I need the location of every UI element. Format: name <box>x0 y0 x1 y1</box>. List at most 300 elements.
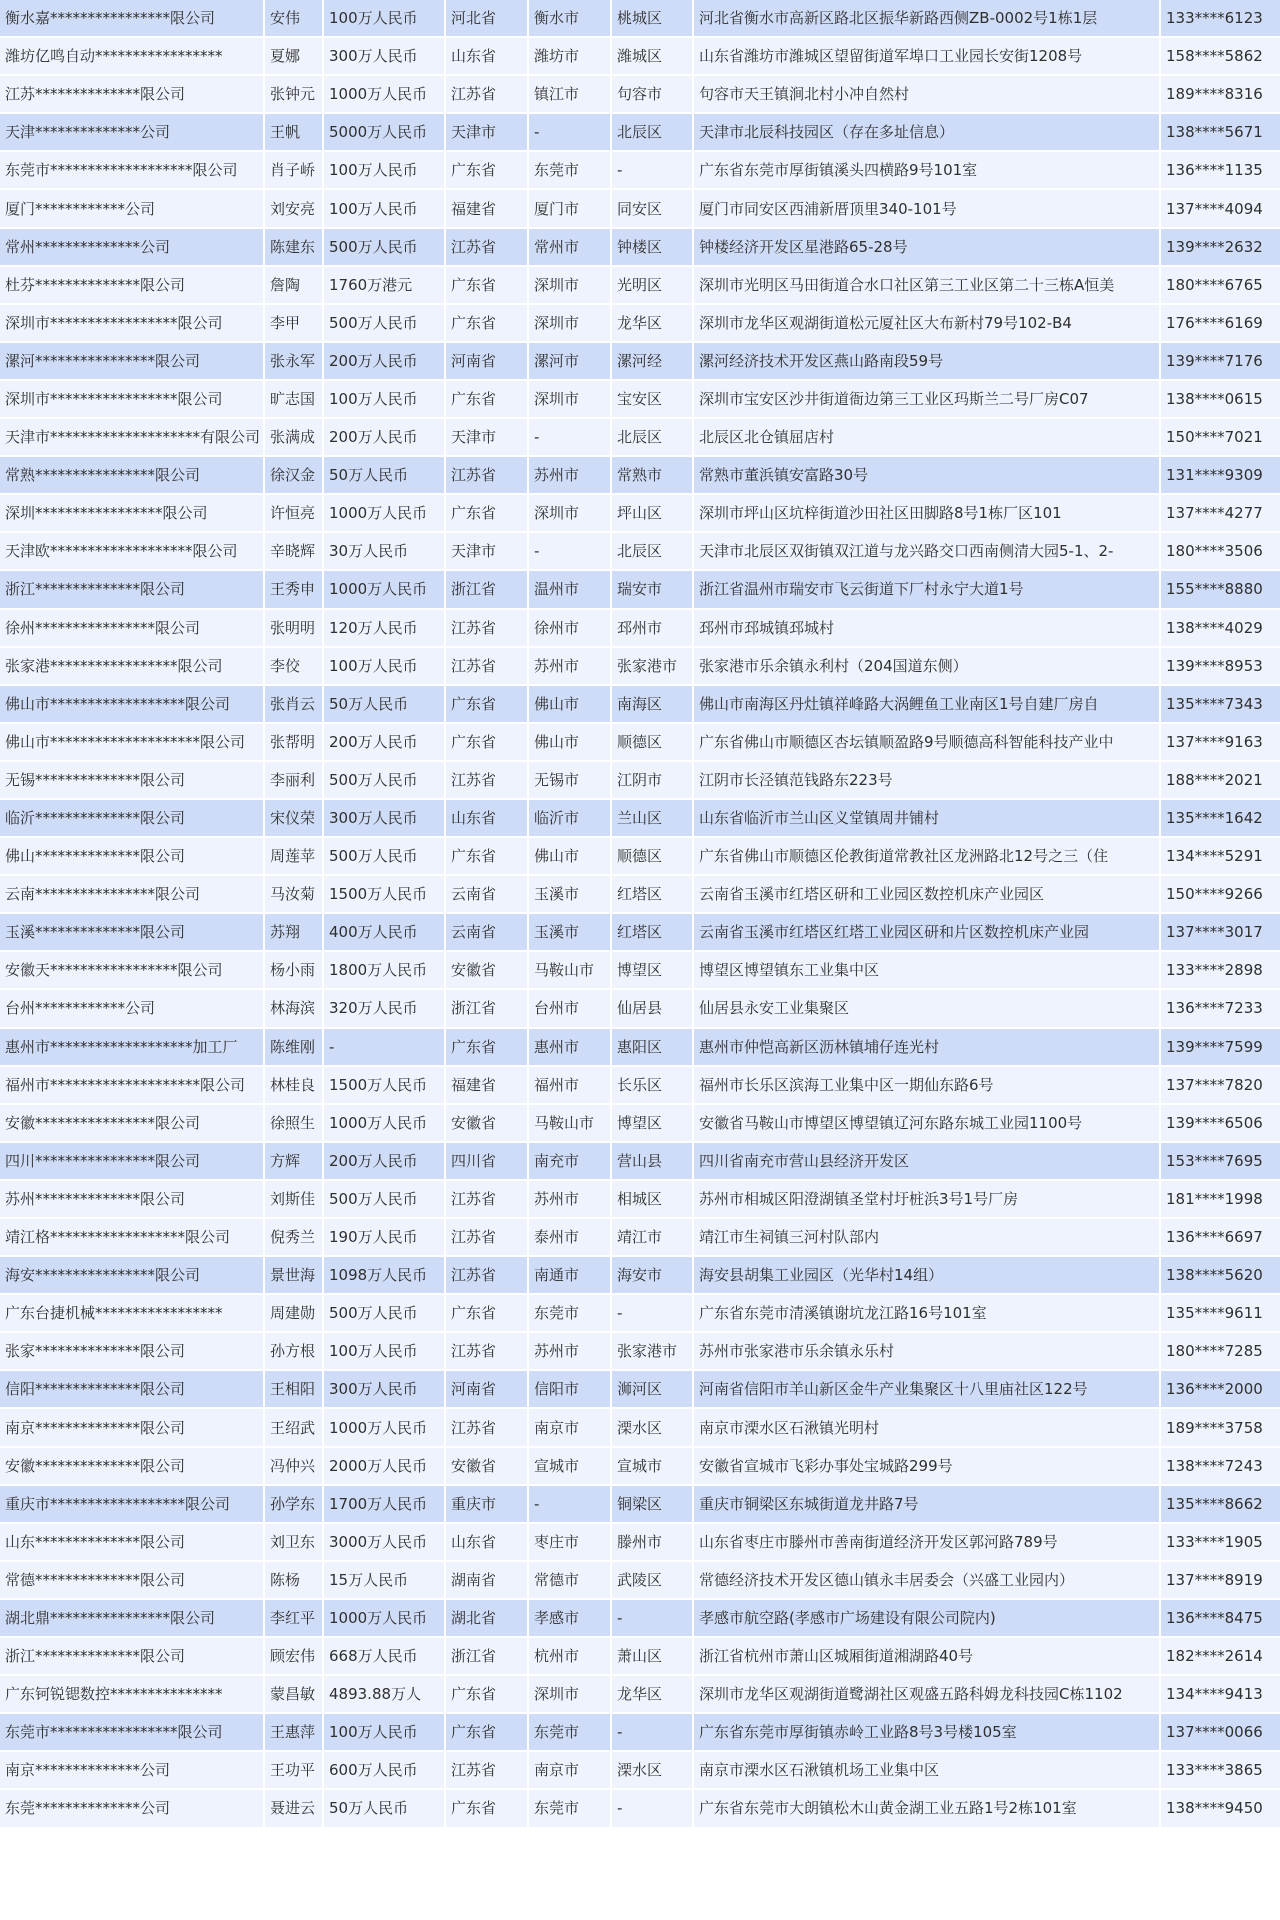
phone-cell: 180****6765 <box>1161 267 1280 303</box>
table-row <box>0 610 1280 646</box>
city-cell: - <box>529 533 610 569</box>
company-name-cell: 临沂**************限公司 <box>0 800 263 836</box>
district-cell: 顺德区 <box>612 838 692 874</box>
contact-cell: 辛晓辉 <box>265 533 322 569</box>
table-row <box>0 571 1280 607</box>
phone-cell: 139****7176 <box>1161 343 1280 379</box>
city-cell: 镇江市 <box>529 76 610 112</box>
capital-cell: 1000万人民币 <box>324 571 444 607</box>
table-row <box>0 229 1280 265</box>
city-cell: 深圳市 <box>529 1676 610 1712</box>
city-cell: 常德市 <box>529 1562 610 1598</box>
capital-cell: 668万人民币 <box>324 1638 444 1674</box>
phone-cell: 181****1998 <box>1161 1181 1280 1217</box>
company-name-cell: 湖北鼎****************限公司 <box>0 1600 263 1636</box>
city-cell: 南充市 <box>529 1143 610 1179</box>
district-cell: 溧水区 <box>612 1752 692 1788</box>
province-cell: 江苏省 <box>446 457 527 493</box>
address-cell: 河南省信阳市羊山新区金牛产业集聚区十八里庙社区122号 <box>694 1371 1159 1407</box>
province-cell: 江苏省 <box>446 1257 527 1293</box>
city-cell: 苏州市 <box>529 648 610 684</box>
company-name-cell: 海安****************限公司 <box>0 1257 263 1293</box>
province-cell: 湖北省 <box>446 1600 527 1636</box>
contact-cell: 徐汉金 <box>265 457 322 493</box>
phone-cell: 189****8316 <box>1161 76 1280 112</box>
district-cell: 北辰区 <box>612 419 692 455</box>
capital-cell: 1700万人民币 <box>324 1486 444 1522</box>
contact-cell: 杨小雨 <box>265 952 322 988</box>
table-row <box>0 495 1280 531</box>
capital-cell: 50万人民币 <box>324 686 444 722</box>
contact-cell: 王绍武 <box>265 1409 322 1445</box>
address-cell: 孝感市航空路(孝感市广场建设有限公司院内) <box>694 1600 1159 1636</box>
capital-cell: 300万人民币 <box>324 1371 444 1407</box>
table-row <box>0 1067 1280 1103</box>
table-row <box>0 952 1280 988</box>
contact-cell: 陈建东 <box>265 229 322 265</box>
contact-cell: 陈杨 <box>265 1562 322 1598</box>
address-cell: 厦门市同安区西浦新厝顶里340-101号 <box>694 190 1159 226</box>
contact-cell: 苏翔 <box>265 914 322 950</box>
phone-cell: 180****3506 <box>1161 533 1280 569</box>
table-row <box>0 1714 1280 1750</box>
district-cell: 句容市 <box>612 76 692 112</box>
address-cell: 博望区博望镇东工业集中区 <box>694 952 1159 988</box>
capital-cell: 100万人民币 <box>324 152 444 188</box>
province-cell: 江苏省 <box>446 610 527 646</box>
company-name-cell: 东莞市*******************限公司 <box>0 152 263 188</box>
capital-cell: 50万人民币 <box>324 1790 444 1826</box>
contact-cell: 聂进云 <box>265 1790 322 1826</box>
district-cell: 光明区 <box>612 267 692 303</box>
district-cell: 宝安区 <box>612 381 692 417</box>
table-row <box>0 724 1280 760</box>
company-name-cell: 常德**************限公司 <box>0 1562 263 1598</box>
province-cell: 江苏省 <box>446 1181 527 1217</box>
phone-cell: 180****7285 <box>1161 1333 1280 1369</box>
address-cell: 深圳市龙华区观湖街道鹭湖社区观盛五路科姆龙科技园C栋1102 <box>694 1676 1159 1712</box>
city-cell: 杭州市 <box>529 1638 610 1674</box>
city-cell: - <box>529 419 610 455</box>
address-cell: 深圳市光明区马田街道合水口社区第三工业区第二十三栋A恒美 <box>694 267 1159 303</box>
address-cell: 广东省佛山市顺德区伦教街道常教社区龙洲路北12号之三（住 <box>694 838 1159 874</box>
phone-cell: 150****9266 <box>1161 876 1280 912</box>
address-cell: 河北省衡水市高新区路北区振华新路西侧ZB-0002号1栋1层 <box>694 0 1159 36</box>
province-cell: 广东省 <box>446 267 527 303</box>
company-name-cell: 无锡**************限公司 <box>0 762 263 798</box>
company-name-cell: 玉溪**************限公司 <box>0 914 263 950</box>
address-cell: 广东省东莞市大朗镇松木山黄金湖工业五路1号2栋101室 <box>694 1790 1159 1826</box>
company-name-cell: 云南****************限公司 <box>0 876 263 912</box>
company-name-cell: 山东**************限公司 <box>0 1524 263 1560</box>
capital-cell: 120万人民币 <box>324 610 444 646</box>
district-cell: 江阴市 <box>612 762 692 798</box>
phone-cell: 133****1905 <box>1161 1524 1280 1560</box>
table-row <box>0 457 1280 493</box>
province-cell: 安徽省 <box>446 1105 527 1141</box>
district-cell: 瑞安市 <box>612 571 692 607</box>
district-cell: 常熟市 <box>612 457 692 493</box>
contact-cell: 许恒亮 <box>265 495 322 531</box>
province-cell: 江苏省 <box>446 1333 527 1369</box>
table-row <box>0 1448 1280 1484</box>
company-name-cell: 潍坊亿鸣自动***************** <box>0 38 263 74</box>
district-cell: 坪山区 <box>612 495 692 531</box>
district-cell: 仙居县 <box>612 990 692 1026</box>
table-row <box>0 267 1280 303</box>
address-cell: 靖江市生祠镇三河村队部内 <box>694 1219 1159 1255</box>
city-cell: 临沂市 <box>529 800 610 836</box>
company-name-cell: 常熟****************限公司 <box>0 457 263 493</box>
address-cell: 山东省临沂市兰山区义堂镇周井铺村 <box>694 800 1159 836</box>
phone-cell: 137****8919 <box>1161 1562 1280 1598</box>
company-name-cell: 信阳**************限公司 <box>0 1371 263 1407</box>
address-cell: 南京市溧水区石湫镇光明村 <box>694 1409 1159 1445</box>
address-cell: 常熟市董浜镇安富路30号 <box>694 457 1159 493</box>
contact-cell: 刘斯佳 <box>265 1181 322 1217</box>
district-cell: 浉河区 <box>612 1371 692 1407</box>
capital-cell: 1098万人民币 <box>324 1257 444 1293</box>
district-cell: 红塔区 <box>612 914 692 950</box>
table-row <box>0 1219 1280 1255</box>
company-name-cell: 东莞**************公司 <box>0 1790 263 1826</box>
province-cell: 浙江省 <box>446 571 527 607</box>
address-cell: 广东省东莞市厚街镇赤岭工业路8号3号楼105室 <box>694 1714 1159 1750</box>
table-row <box>0 686 1280 722</box>
company-name-cell: 安徽天*****************限公司 <box>0 952 263 988</box>
district-cell: 张家港市 <box>612 648 692 684</box>
contact-cell: 周建勋 <box>265 1295 322 1331</box>
address-cell: 深圳市坪山区坑梓街道沙田社区田脚路8号1栋厂区101 <box>694 495 1159 531</box>
province-cell: 广东省 <box>446 495 527 531</box>
table-row <box>0 1105 1280 1141</box>
contact-cell: 景世海 <box>265 1257 322 1293</box>
contact-cell: 王相阳 <box>265 1371 322 1407</box>
district-cell: 潍城区 <box>612 38 692 74</box>
table-row <box>0 1295 1280 1331</box>
address-cell: 深圳市龙华区观湖街道松元厦社区大布新村79号102-B4 <box>694 305 1159 341</box>
address-cell: 浙江省温州市瑞安市飞云街道下厂村永宁大道1号 <box>694 571 1159 607</box>
address-cell: 北辰区北仓镇屈店村 <box>694 419 1159 455</box>
table-row <box>0 419 1280 455</box>
city-cell: 东莞市 <box>529 1790 610 1826</box>
city-cell: 苏州市 <box>529 1333 610 1369</box>
table-row <box>0 1524 1280 1560</box>
table-row <box>0 1143 1280 1179</box>
phone-cell: 136****7233 <box>1161 990 1280 1026</box>
phone-cell: 136****6697 <box>1161 1219 1280 1255</box>
table-row <box>0 533 1280 569</box>
contact-cell: 张帮明 <box>265 724 322 760</box>
capital-cell: 15万人民币 <box>324 1562 444 1598</box>
contact-cell: 徐照生 <box>265 1105 322 1141</box>
district-cell: - <box>612 1295 692 1331</box>
company-name-cell: 广东钶锐锶数控*************** <box>0 1676 263 1712</box>
capital-cell: 50万人民币 <box>324 457 444 493</box>
company-name-cell: 惠州市*******************加工厂 <box>0 1029 263 1065</box>
city-cell: 佛山市 <box>529 724 610 760</box>
capital-cell: 1500万人民币 <box>324 876 444 912</box>
contact-cell: 夏娜 <box>265 38 322 74</box>
phone-cell: 138****0615 <box>1161 381 1280 417</box>
phone-cell: 139****8953 <box>1161 648 1280 684</box>
district-cell: 溧水区 <box>612 1409 692 1445</box>
province-cell: 广东省 <box>446 838 527 874</box>
address-cell: 江阴市长泾镇范钱路东223号 <box>694 762 1159 798</box>
phone-cell: 135****8662 <box>1161 1486 1280 1522</box>
city-cell: 常州市 <box>529 229 610 265</box>
company-name-cell: 苏州**************限公司 <box>0 1181 263 1217</box>
city-cell: 深圳市 <box>529 305 610 341</box>
province-cell: 广东省 <box>446 1790 527 1826</box>
company-name-cell: 浙江**************限公司 <box>0 1638 263 1674</box>
city-cell: - <box>529 114 610 150</box>
capital-cell: 1000万人民币 <box>324 1105 444 1141</box>
phone-cell: 158****5862 <box>1161 38 1280 74</box>
phone-cell: 137****3017 <box>1161 914 1280 950</box>
capital-cell: 200万人民币 <box>324 343 444 379</box>
table-row <box>0 76 1280 112</box>
city-cell: 泰州市 <box>529 1219 610 1255</box>
city-cell: 苏州市 <box>529 1181 610 1217</box>
company-name-cell: 浙江**************限公司 <box>0 571 263 607</box>
contact-cell: 周莲苹 <box>265 838 322 874</box>
contact-cell: 王秀申 <box>265 571 322 607</box>
contact-cell: 李佼 <box>265 648 322 684</box>
province-cell: 江苏省 <box>446 762 527 798</box>
table-row <box>0 38 1280 74</box>
address-cell: 山东省枣庄市滕州市善南街道经济开发区郭河路789号 <box>694 1524 1159 1560</box>
table-row <box>0 1638 1280 1674</box>
district-cell: 萧山区 <box>612 1638 692 1674</box>
address-cell: 四川省南充市营山县经济开发区 <box>694 1143 1159 1179</box>
address-cell: 苏州市张家港市乐余镇永乐村 <box>694 1333 1159 1369</box>
capital-cell: 320万人民币 <box>324 990 444 1026</box>
contact-cell: 王惠萍 <box>265 1714 322 1750</box>
table-row <box>0 762 1280 798</box>
capital-cell: 1000万人民币 <box>324 495 444 531</box>
city-cell: 苏州市 <box>529 457 610 493</box>
phone-cell: 182****2614 <box>1161 1638 1280 1674</box>
contact-cell: 李甲 <box>265 305 322 341</box>
phone-cell: 189****3758 <box>1161 1409 1280 1445</box>
city-cell: 玉溪市 <box>529 876 610 912</box>
capital-cell: 1800万人民币 <box>324 952 444 988</box>
capital-cell: 500万人民币 <box>324 229 444 265</box>
contact-cell: 孙学东 <box>265 1486 322 1522</box>
province-cell: 河北省 <box>446 0 527 36</box>
capital-cell: - <box>324 1029 444 1065</box>
city-cell: 南京市 <box>529 1752 610 1788</box>
contact-cell: 王功平 <box>265 1752 322 1788</box>
phone-cell: 139****2632 <box>1161 229 1280 265</box>
address-cell: 安徽省马鞍山市博望区博望镇辽河东路东城工业园1100号 <box>694 1105 1159 1141</box>
province-cell: 广东省 <box>446 381 527 417</box>
city-cell: 枣庄市 <box>529 1524 610 1560</box>
capital-cell: 30万人民币 <box>324 533 444 569</box>
table-row <box>0 0 1280 36</box>
phone-cell: 136****8475 <box>1161 1600 1280 1636</box>
province-cell: 江苏省 <box>446 1752 527 1788</box>
table-row <box>0 190 1280 226</box>
phone-cell: 150****7021 <box>1161 419 1280 455</box>
contact-cell: 冯仲兴 <box>265 1448 322 1484</box>
district-cell: 南海区 <box>612 686 692 722</box>
table-row <box>0 305 1280 341</box>
table-row <box>0 1600 1280 1636</box>
province-cell: 云南省 <box>446 876 527 912</box>
district-cell: 龙华区 <box>612 1676 692 1712</box>
phone-cell: 138****9450 <box>1161 1790 1280 1826</box>
district-cell: - <box>612 1790 692 1826</box>
address-cell: 惠州市仲恺高新区沥林镇埔仔连光村 <box>694 1029 1159 1065</box>
city-cell: 东莞市 <box>529 152 610 188</box>
city-cell: 马鞍山市 <box>529 952 610 988</box>
phone-cell: 138****7243 <box>1161 1448 1280 1484</box>
province-cell: 广东省 <box>446 1029 527 1065</box>
table-row <box>0 1181 1280 1217</box>
province-cell: 云南省 <box>446 914 527 950</box>
district-cell: 同安区 <box>612 190 692 226</box>
contact-cell: 詹陶 <box>265 267 322 303</box>
province-cell: 江苏省 <box>446 1409 527 1445</box>
province-cell: 河南省 <box>446 1371 527 1407</box>
company-name-cell: 天津**************公司 <box>0 114 263 150</box>
company-name-cell: 深圳*****************限公司 <box>0 495 263 531</box>
phone-cell: 138****5620 <box>1161 1257 1280 1293</box>
table-row <box>0 990 1280 1026</box>
district-cell: 顺德区 <box>612 724 692 760</box>
company-name-cell: 杜芬**************限公司 <box>0 267 263 303</box>
province-cell: 山东省 <box>446 1524 527 1560</box>
district-cell: 滕州市 <box>612 1524 692 1560</box>
province-cell: 江苏省 <box>446 76 527 112</box>
city-cell: - <box>529 1486 610 1522</box>
table-row <box>0 800 1280 836</box>
address-cell: 南京市溧水区石湫镇机场工业集中区 <box>694 1752 1159 1788</box>
contact-cell: 王帆 <box>265 114 322 150</box>
phone-cell: 133****2898 <box>1161 952 1280 988</box>
phone-cell: 137****9163 <box>1161 724 1280 760</box>
province-cell: 天津市 <box>446 533 527 569</box>
address-cell: 海安县胡集工业园区（光华村14组） <box>694 1257 1159 1293</box>
city-cell: 深圳市 <box>529 495 610 531</box>
city-cell: 徐州市 <box>529 610 610 646</box>
city-cell: 福州市 <box>529 1067 610 1103</box>
province-cell: 福建省 <box>446 1067 527 1103</box>
city-cell: 佛山市 <box>529 686 610 722</box>
address-cell: 苏州市相城区阳澄湖镇圣堂村圩桩浜3号1号厂房 <box>694 1181 1159 1217</box>
district-cell: 博望区 <box>612 1105 692 1141</box>
province-cell: 广东省 <box>446 1676 527 1712</box>
capital-cell: 5000万人民币 <box>324 114 444 150</box>
contact-cell: 肖子峤 <box>265 152 322 188</box>
contact-cell: 孙方根 <box>265 1333 322 1369</box>
phone-cell: 138****4029 <box>1161 610 1280 646</box>
province-cell: 河南省 <box>446 343 527 379</box>
district-cell: 兰山区 <box>612 800 692 836</box>
district-cell: 海安市 <box>612 1257 692 1293</box>
capital-cell: 300万人民币 <box>324 38 444 74</box>
capital-cell: 3000万人民币 <box>324 1524 444 1560</box>
capital-cell: 100万人民币 <box>324 648 444 684</box>
province-cell: 广东省 <box>446 686 527 722</box>
city-cell: 潍坊市 <box>529 38 610 74</box>
company-name-cell: 福州市********************限公司 <box>0 1067 263 1103</box>
company-name-cell: 常州**************公司 <box>0 229 263 265</box>
city-cell: 信阳市 <box>529 1371 610 1407</box>
province-cell: 广东省 <box>446 1295 527 1331</box>
district-cell: 北辰区 <box>612 114 692 150</box>
city-cell: 佛山市 <box>529 838 610 874</box>
table-row <box>0 114 1280 150</box>
contact-cell: 宋仪荣 <box>265 800 322 836</box>
phone-cell: 136****1135 <box>1161 152 1280 188</box>
phone-cell: 155****8880 <box>1161 571 1280 607</box>
company-name-cell: 安徽****************限公司 <box>0 1105 263 1141</box>
city-cell: 南京市 <box>529 1409 610 1445</box>
capital-cell: 2000万人民币 <box>324 1448 444 1484</box>
district-cell: - <box>612 1714 692 1750</box>
contact-cell: 顾宏伟 <box>265 1638 322 1674</box>
district-cell: 北辰区 <box>612 533 692 569</box>
address-cell: 仙居县永安工业集聚区 <box>694 990 1159 1026</box>
capital-cell: 1000万人民币 <box>324 76 444 112</box>
contact-cell: 李丽利 <box>265 762 322 798</box>
company-name-cell: 靖江格******************限公司 <box>0 1219 263 1255</box>
capital-cell: 100万人民币 <box>324 0 444 36</box>
district-cell: 长乐区 <box>612 1067 692 1103</box>
address-cell: 云南省玉溪市红塔区红塔工业园区研和片区数控机床产业园 <box>694 914 1159 950</box>
contact-cell: 张钟元 <box>265 76 322 112</box>
contact-cell: 方辉 <box>265 1143 322 1179</box>
company-name-cell: 佛山市******************限公司 <box>0 686 263 722</box>
capital-cell: 200万人民币 <box>324 1143 444 1179</box>
address-cell: 山东省潍坊市潍城区望留街道军埠口工业园长安街1208号 <box>694 38 1159 74</box>
capital-cell: 190万人民币 <box>324 1219 444 1255</box>
contact-cell: 陈维刚 <box>265 1029 322 1065</box>
province-cell: 安徽省 <box>446 1448 527 1484</box>
address-cell: 漯河经济技术开发区燕山路南段59号 <box>694 343 1159 379</box>
phone-cell: 133****6123 <box>1161 0 1280 36</box>
capital-cell: 1000万人民币 <box>324 1600 444 1636</box>
city-cell: 惠州市 <box>529 1029 610 1065</box>
capital-cell: 500万人民币 <box>324 762 444 798</box>
capital-cell: 500万人民币 <box>324 838 444 874</box>
city-cell: 孝感市 <box>529 1600 610 1636</box>
phone-cell: 139****7599 <box>1161 1029 1280 1065</box>
capital-cell: 1000万人民币 <box>324 1409 444 1445</box>
company-name-cell: 重庆市******************限公司 <box>0 1486 263 1522</box>
province-cell: 广东省 <box>446 305 527 341</box>
city-cell: 漯河市 <box>529 343 610 379</box>
district-cell: 营山县 <box>612 1143 692 1179</box>
address-cell: 天津市北辰科技园区（存在多址信息） <box>694 114 1159 150</box>
table-row <box>0 914 1280 950</box>
capital-cell: 500万人民币 <box>324 1295 444 1331</box>
phone-cell: 135****9611 <box>1161 1295 1280 1331</box>
city-cell: 宣城市 <box>529 1448 610 1484</box>
capital-cell: 4893.88万人 <box>324 1676 444 1712</box>
company-name-cell: 安徽**************限公司 <box>0 1448 263 1484</box>
contact-cell: 安伟 <box>265 0 322 36</box>
capital-cell: 300万人民币 <box>324 800 444 836</box>
address-cell: 张家港市乐余镇永利村（204国道东侧） <box>694 648 1159 684</box>
phone-cell: 135****7343 <box>1161 686 1280 722</box>
company-name-cell: 天津市********************有限公司 <box>0 419 263 455</box>
table-row <box>0 1333 1280 1369</box>
district-cell: 相城区 <box>612 1181 692 1217</box>
